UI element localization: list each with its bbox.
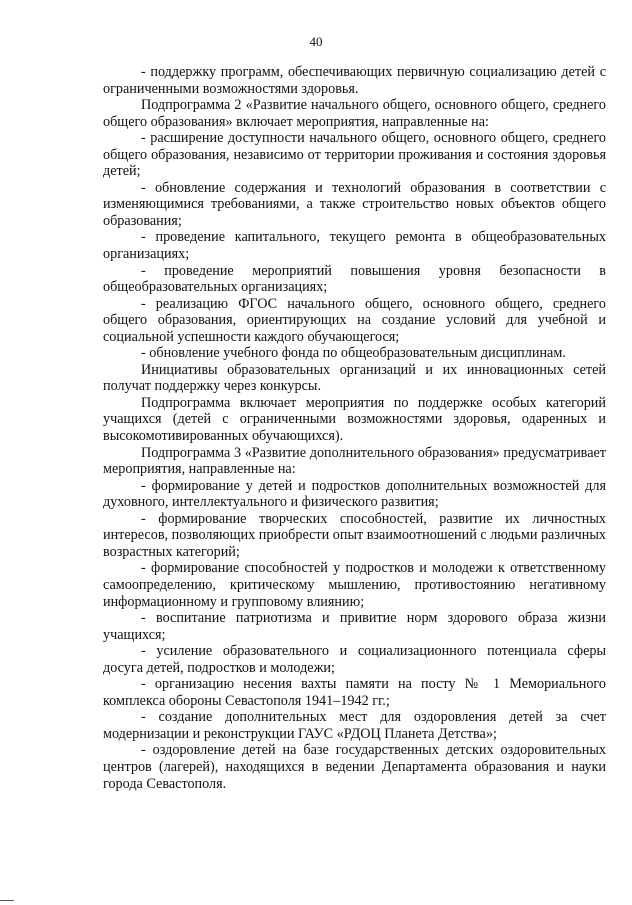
paragraph-fgos: - реализацию ФГОС начального общего, основного общего, среднего общего образования, ориентирующих на создание условий для учебной и социальной успешности каждого обучающегося;	[103, 295, 606, 345]
paragraph-subprogram-3-heading: Подпрограмма 3 «Развитие дополнительного образования» предусматривает мероприятия, направленные на:	[103, 444, 606, 478]
paragraph-content-update: - обновление содержания и технологий образования в соответствии с изменяющимися требованиями, а также строительство новых объектов общего образования;	[103, 179, 606, 229]
paragraph-patriotism: - воспитание патриотизма и привитие норм здорового образа жизни учащихся;	[103, 610, 606, 643]
paragraph-memory-watch: - организацию несения вахты памяти на посту № 1 Мемориального комплекса обороны Севастополя 1941–1942 гг.;	[103, 676, 606, 709]
document-body	[103, 64, 606, 792]
paragraph-support-programs: - поддержку программ, обеспечивающих первичную социализацию детей с ограниченными возможностями здоровья.	[103, 64, 606, 97]
scan-edge-mark	[0, 900, 14, 901]
paragraph-repair: - проведение капитального, текущего ремонта в общеобразовательных организациях;	[103, 229, 606, 263]
paragraph-self-determination: - формирование способностей у подростков и молодежи к ответственному самоопределению, критическому мышлению, противостоянию негативному информационному и групповому влиянию;	[103, 560, 606, 610]
paragraph-creative-abilities: - формирование творческих способностей, развитие их личностных интересов, позволяющих приобрести опыт взаимоотношений с людьми различных возрастных категорий;	[103, 510, 606, 560]
paragraph-additional-opportunities: - формирование у детей и подростков дополнительных возможностей для духовного, интеллектуального и физического развития;	[103, 477, 606, 511]
paragraph-textbook-fund: - обновление учебного фонда по общеобразовательным дисциплинам.	[141, 345, 566, 362]
paragraph-access-expansion: - расширение доступности начального общего, основного общего, среднего общего образования, независимо от территории проживания и состояния здоровья детей;	[103, 130, 606, 180]
paragraph-initiatives: Инициативы образовательных организаций и их инновационных сетей получат поддержку через конкурсы.	[103, 361, 606, 395]
paragraph-special-categories: Подпрограмма включает мероприятия по поддержке особых категорий учащихся (детей с ограниченными возможностями здоровья, одаренных и высокомотивированных обучающихся).	[103, 394, 606, 445]
paragraph-recreation-centers: - оздоровление детей на базе государственных детских оздоровительных центров (лагерей), находящихся в ведении Департамента образования и науки города Севастополя.	[103, 742, 606, 792]
paragraph-safety-measures: - проведение мероприятий повышения уровня безопасности в общеобразовательных организациях;	[103, 262, 606, 296]
paragraph-subprogram-2-heading: Подпрограмма 2 «Развитие начального общего, основного общего, среднего общего образования» включает мероприятия, направленные на:	[103, 97, 606, 130]
page-number: 40	[309, 34, 323, 49]
paragraph-leisure: - усиление образовательного и социализационного потенциала сферы досуга детей, подростков и молодежи;	[103, 643, 606, 676]
paragraph-recreation-places: - создание дополнительных мест для оздоровления детей за счет модернизации и реконструкции ГАУС «РДОЦ Планета Детства»;	[103, 709, 606, 742]
